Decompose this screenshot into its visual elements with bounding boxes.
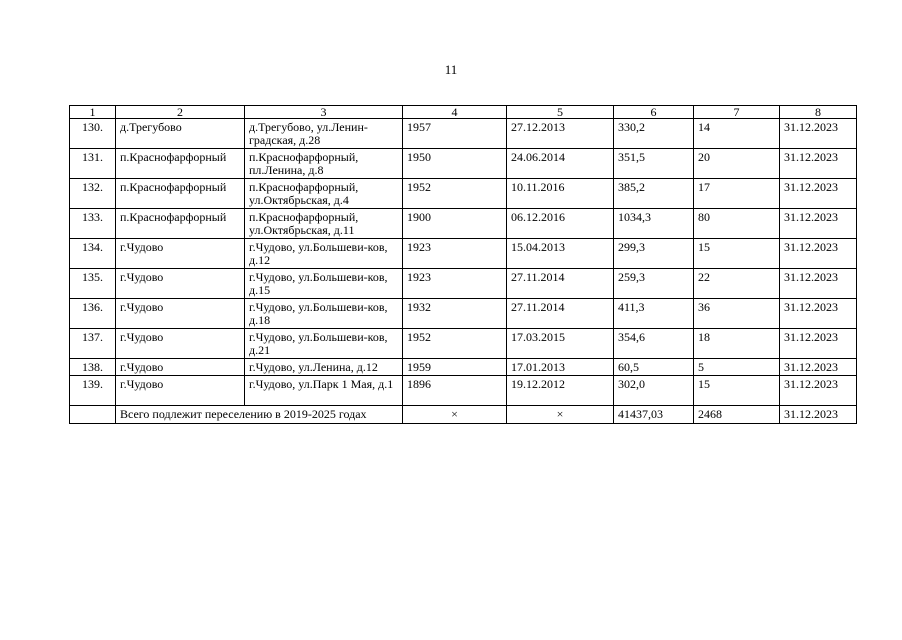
column-header-8: 8	[780, 106, 857, 119]
address-cell: п.Краснофарфорный, ул.Октябрьская, д.11	[245, 209, 403, 239]
people-cell: 17	[694, 179, 780, 209]
table-row	[70, 179, 857, 209]
total-row	[70, 406, 857, 424]
row-number: 137.	[70, 329, 116, 359]
date-cell: 27.12.2013	[507, 119, 614, 149]
people-cell: 5	[694, 359, 780, 376]
row-number: 132.	[70, 179, 116, 209]
date-cell: 19.12.2012	[507, 376, 614, 406]
settlement-cell: п.Краснофарфорный	[116, 209, 245, 239]
area-cell: 259,3	[614, 269, 694, 299]
people-cell: 18	[694, 329, 780, 359]
date-cell: 15.04.2013	[507, 239, 614, 269]
settlement-cell: д.Трегубово	[116, 119, 245, 149]
deadline-cell: 31.12.2023	[780, 119, 857, 149]
table-row	[70, 149, 857, 179]
settlement-cell: г.Чудово	[116, 359, 245, 376]
table-body	[70, 119, 857, 424]
column-header-6: 6	[614, 106, 694, 119]
area-cell: 354,6	[614, 329, 694, 359]
total-empty-cell	[70, 406, 116, 424]
row-number: 131.	[70, 149, 116, 179]
header-row	[70, 106, 857, 119]
total-date-cell: ×	[507, 406, 614, 424]
table-row	[70, 376, 857, 406]
table-row	[70, 119, 857, 149]
date-cell: 10.11.2016	[507, 179, 614, 209]
address-cell: п.Краснофарфорный, ул.Октябрьская, д.4	[245, 179, 403, 209]
deadline-cell: 31.12.2023	[780, 359, 857, 376]
settlement-cell: г.Чудово	[116, 329, 245, 359]
settlement-cell: п.Краснофарфорный	[116, 179, 245, 209]
date-cell: 27.11.2014	[507, 269, 614, 299]
table-row	[70, 209, 857, 239]
total-year-cell: ×	[403, 406, 507, 424]
people-cell: 20	[694, 149, 780, 179]
total-people-cell: 2468	[694, 406, 780, 424]
table-row	[70, 239, 857, 269]
people-cell: 80	[694, 209, 780, 239]
area-cell: 60,5	[614, 359, 694, 376]
year-cell: 1950	[403, 149, 507, 179]
column-header-7: 7	[694, 106, 780, 119]
year-cell: 1932	[403, 299, 507, 329]
area-cell: 385,2	[614, 179, 694, 209]
table-row	[70, 299, 857, 329]
people-cell: 36	[694, 299, 780, 329]
deadline-cell: 31.12.2023	[780, 149, 857, 179]
column-header-3: 3	[245, 106, 403, 119]
table-row	[70, 359, 857, 376]
address-cell: г.Чудово, ул.Большеви-ков, д.21	[245, 329, 403, 359]
area-cell: 302,0	[614, 376, 694, 406]
address-cell: г.Чудово, ул.Парк 1 Мая, д.1	[245, 376, 403, 406]
deadline-cell: 31.12.2023	[780, 376, 857, 406]
date-cell: 06.12.2016	[507, 209, 614, 239]
year-cell: 1957	[403, 119, 507, 149]
total-area-cell: 41437,03	[614, 406, 694, 424]
deadline-cell: 31.12.2023	[780, 239, 857, 269]
total-deadline-cell: 31.12.2023	[780, 406, 857, 424]
people-cell: 22	[694, 269, 780, 299]
address-cell: г.Чудово, ул.Большеви-ков, д.18	[245, 299, 403, 329]
table-row	[70, 329, 857, 359]
address-cell: г.Чудово, ул.Большеви-ков, д.12	[245, 239, 403, 269]
settlement-cell: г.Чудово	[116, 269, 245, 299]
area-cell: 299,3	[614, 239, 694, 269]
people-cell: 15	[694, 376, 780, 406]
year-cell: 1959	[403, 359, 507, 376]
address-cell: г.Чудово, ул.Ленина, д.12	[245, 359, 403, 376]
settlement-cell: г.Чудово	[116, 376, 245, 406]
date-cell: 17.03.2015	[507, 329, 614, 359]
deadline-cell: 31.12.2023	[780, 329, 857, 359]
area-cell: 1034,3	[614, 209, 694, 239]
deadline-cell: 31.12.2023	[780, 179, 857, 209]
date-cell: 17.01.2013	[507, 359, 614, 376]
page-number: 11	[444, 62, 458, 77]
total-label: Всего подлежит переселению в 2019-2025 годах	[116, 406, 403, 424]
row-number: 135.	[70, 269, 116, 299]
address-cell: п.Краснофарфорный, пл.Ленина, д.8	[245, 149, 403, 179]
row-number: 134.	[70, 239, 116, 269]
table-header	[70, 106, 857, 119]
column-header-1: 1	[70, 106, 116, 119]
row-number: 136.	[70, 299, 116, 329]
people-cell: 14	[694, 119, 780, 149]
column-header-4: 4	[403, 106, 507, 119]
deadline-cell: 31.12.2023	[780, 299, 857, 329]
row-number: 139.	[70, 376, 116, 406]
year-cell: 1952	[403, 179, 507, 209]
column-header-2: 2	[116, 106, 245, 119]
row-number: 133.	[70, 209, 116, 239]
area-cell: 351,5	[614, 149, 694, 179]
deadline-cell: 31.12.2023	[780, 209, 857, 239]
column-header-5: 5	[507, 106, 614, 119]
address-cell: г.Чудово, ул.Большеви-ков, д.15	[245, 269, 403, 299]
settlement-cell: г.Чудово	[116, 239, 245, 269]
area-cell: 330,2	[614, 119, 694, 149]
settlement-cell: г.Чудово	[116, 299, 245, 329]
date-cell: 24.06.2014	[507, 149, 614, 179]
resettlement-table	[69, 105, 857, 424]
table-row	[70, 269, 857, 299]
year-cell: 1896	[403, 376, 507, 406]
address-cell: д.Трегубово, ул.Ленин-градская, д.28	[245, 119, 403, 149]
year-cell: 1923	[403, 269, 507, 299]
area-cell: 411,3	[614, 299, 694, 329]
date-cell: 27.11.2014	[507, 299, 614, 329]
row-number: 138.	[70, 359, 116, 376]
year-cell: 1923	[403, 239, 507, 269]
settlement-cell: п.Краснофарфорный	[116, 149, 245, 179]
year-cell: 1900	[403, 209, 507, 239]
row-number: 130.	[70, 119, 116, 149]
deadline-cell: 31.12.2023	[780, 269, 857, 299]
people-cell: 15	[694, 239, 780, 269]
year-cell: 1952	[403, 329, 507, 359]
